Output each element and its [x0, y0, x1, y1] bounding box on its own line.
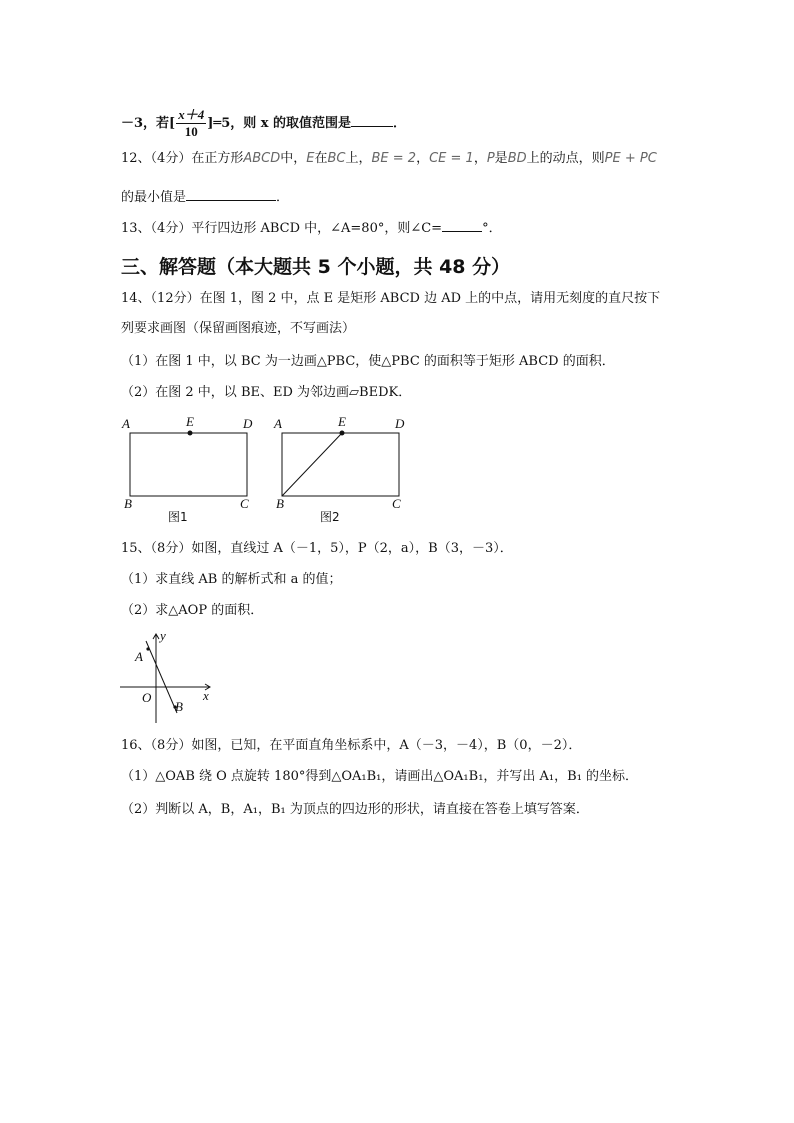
q15-sub1: （1）求直线 AB 的解析式和 a 的值； [121, 572, 342, 587]
fig2-caption: 图2 [320, 510, 340, 524]
fig2-label-b: B [276, 496, 284, 511]
q11-end: ． [393, 116, 407, 131]
fig2-label-a: A [274, 416, 282, 431]
q14-line1: 14、（12分）在图 1，图 2 中，点 E 是矩形 ABCD 边 AD 上的中点，请用无刻度的直尺按下 [121, 291, 661, 306]
q11-suffix: ]═5，则 x 的取值范围是 [207, 116, 352, 131]
q12-line2 [121, 187, 289, 207]
label-y: y [160, 628, 166, 643]
fig2-segment-be [282, 433, 342, 496]
label-a: A [135, 649, 143, 664]
q12-text: 上的动点，则 [526, 151, 605, 166]
q12-math-p: P [486, 151, 495, 166]
q11-fraction [176, 107, 206, 140]
label-x: x [203, 688, 209, 703]
q12-math-ce: CE = 1 [429, 151, 474, 166]
q12-text: 上， [345, 151, 372, 166]
q12-end: ． [276, 190, 290, 205]
q11-frac-num: x＋4 [178, 107, 205, 122]
q12-math-be: BE = 2 [371, 151, 417, 166]
q12-text: ， [416, 151, 430, 166]
section-title: 三、解答题（本大题共 5 个小题，共 48 分） [121, 256, 511, 278]
q12-math-pe-pc: PE + PC [604, 151, 657, 166]
fig1-label-e: E [186, 414, 194, 429]
q12-text: 在 [314, 151, 328, 166]
fig2-rectangle [282, 433, 399, 496]
q13-answer-blank[interactable] [442, 218, 482, 232]
q13-text: 13、（4分）平行四边形 ABCD 中，∠A=80°，则∠C= [121, 221, 443, 236]
fig1-caption: 图1 [168, 510, 188, 524]
q12-head: 12、（4分）在正方形 [121, 151, 244, 166]
q14-sub2: （2）在图 2 中，以 BE、ED 为邻边画▱BEDK． [121, 385, 412, 400]
fig1-label-b: B [124, 496, 132, 511]
q15-coordinate-figure [115, 628, 220, 726]
q12-math-bc: BC [327, 151, 346, 166]
label-o: O [142, 690, 152, 705]
q12-math-e: E [306, 151, 315, 166]
fig1-point-e [188, 431, 193, 436]
q14-sub1: （1）在图 1 中，以 BC 为一边画△PBC，使△PBC 的面积等于矩形 ABCD 的面积． [121, 354, 615, 369]
q14-figure-2 [270, 414, 410, 526]
q12-math-bd: BD [507, 151, 527, 166]
q11-line [121, 107, 406, 140]
q12-text: 是 [494, 151, 508, 166]
q12-math-square: ABCD [243, 151, 281, 166]
fig2-label-e: E [338, 414, 346, 429]
q16-sub2: （2）判断以 A，B，A₁，B₁ 为顶点的四边形的形状，请直接在答卷上填写答案． [121, 802, 589, 817]
fig1-label-c: C [240, 496, 249, 511]
q13-end: °． [482, 221, 502, 236]
fig1-rectangle [130, 433, 247, 496]
point-a [146, 647, 149, 650]
q12-line2-text: 的最小值是 [121, 190, 187, 205]
q15-sub2: （2）求△AOP 的面积． [121, 603, 264, 618]
q16-line1: 16、（8分）如图，已知，在平面直角坐标系中，A（－3，－4），B（0，－2）． [121, 738, 582, 753]
q12-text: 中， [280, 151, 307, 166]
q16-sub1: （1）△OAB 绕 O 点旋转 180°得到△OA₁B₁，请画出△OA₁B₁，并写出 A₁，B₁ 的坐标． [121, 769, 639, 784]
fig2-label-d: D [395, 416, 405, 431]
q12-line1 [121, 150, 657, 168]
q15-line1: 15、（8分）如图，直线过 A（－1，5），P（2，a），B（3，－3）． [121, 541, 513, 556]
q12-answer-blank[interactable] [186, 187, 276, 201]
fig2-point-e [340, 431, 345, 436]
q11-prefix: －3，若[ [121, 116, 176, 131]
q14-line2: 列要求画图（保留画图痕迹，不写画法） [121, 321, 356, 336]
fig1-label-a: A [122, 416, 130, 431]
q13-line [121, 218, 502, 238]
q11-answer-blank[interactable] [351, 113, 393, 127]
q11-frac-den: 10 [184, 124, 198, 139]
fig1-label-d: D [243, 416, 253, 431]
fig2-label-c: C [392, 496, 401, 511]
label-b: B [175, 699, 183, 714]
q14-figure-1 [118, 414, 258, 526]
q12-text: ， [473, 151, 487, 166]
